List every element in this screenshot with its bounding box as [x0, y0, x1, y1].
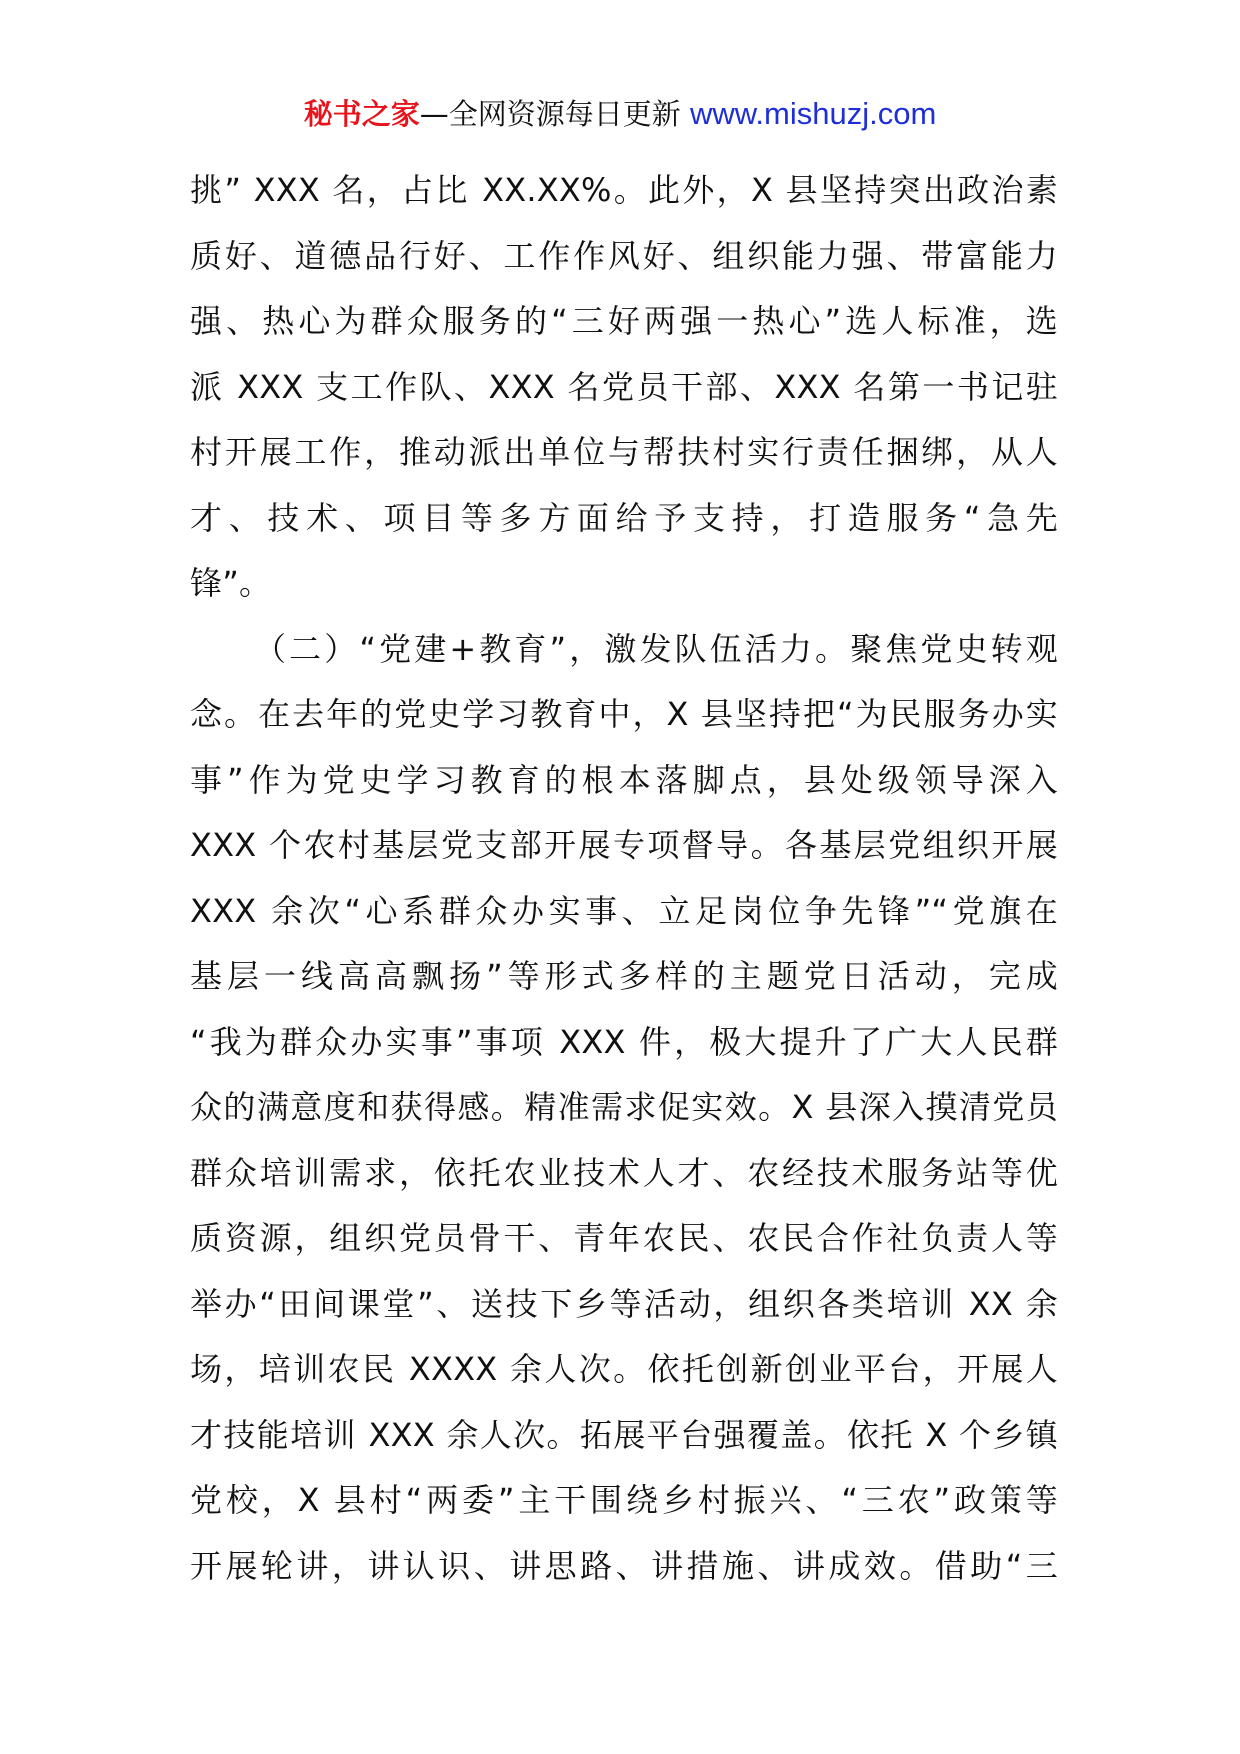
body-line: 念。在去年的党史学习教育中，X 县坚持把“为民服务办实 — [190, 695, 1058, 733]
body-line: 群众培训需求，依托农业技术人才、农经技术服务站等优 — [190, 1153, 1058, 1192]
body-line: XXX 个农村基层党支部开展专项督导。各基层党组织开展 — [190, 826, 1058, 864]
document-body — [190, 158, 1058, 1599]
body-line: 场，培训农民 XXXX 余人次。依托创新创业平台，开展人 — [190, 1350, 1058, 1388]
page-header — [0, 94, 1240, 134]
body-line: 众的满意度和获得感。精准需求促实效。X 县深入摸清党员 — [190, 1088, 1058, 1126]
body-line: 质资源，组织党员骨干、青年农民、农民合作社负责人等 — [190, 1219, 1058, 1257]
site-url-link[interactable]: www.mishuzj.com — [689, 96, 937, 131]
body-line: 村开展工作，推动派出单位与帮扶村实行责任捆绑，从人 — [190, 433, 1058, 471]
section-heading-line: （二）“党建+教育”，激发队伍活力。聚焦党史转观 — [254, 629, 1058, 668]
body-line: 锋”。 — [190, 564, 272, 602]
body-line: 党校，X 县村“两委”主干围绕乡村振兴、“三农”政策等 — [190, 1481, 1058, 1519]
body-line: XXX 余次“心系群众办实事、立足岗位争先锋”“党旗在 — [190, 891, 1058, 930]
body-line: 开展轮讲，讲认识、讲思路、讲措施、讲成效。借助“三 — [190, 1546, 1058, 1585]
body-line: 强、热心为群众服务的“三好两强一热心”选人标准，选 — [190, 302, 1058, 340]
body-line: 举办“田间课堂”、送技下乡等活动，组织各类培训 XX 余 — [190, 1284, 1058, 1323]
site-brand: 秘书之家 — [303, 97, 420, 131]
body-line: “我为群众办实事”事项 XXX 件，极大提升了广大人民群 — [190, 1022, 1058, 1061]
body-line: 挑” XXX 名，占比 XX.XX%。此外，X 县坚持突出政治素 — [190, 171, 1058, 209]
body-line: 质好、道德品行好、工作作风好、组织能力强、带富能力 — [190, 236, 1058, 275]
body-line: 基层一线高高飘扬”等形式多样的主题党日活动，完成 — [190, 957, 1058, 995]
body-line: 才、技术、项目等多方面给予支持，打造服务“急先 — [190, 498, 1058, 537]
body-line: 事”作为党史学习教育的根本落脚点，县处级领导深入 — [190, 760, 1058, 799]
body-line: 派 XXX 支工作队、XXX 名党员干部、XXX 名第一书记驻 — [190, 367, 1058, 406]
site-tagline: —全网资源每日更新 — [419, 97, 690, 131]
body-line: 才技能培训 XXX 余人次。拓展平台强覆盖。依托 X 个乡镇 — [190, 1415, 1058, 1454]
